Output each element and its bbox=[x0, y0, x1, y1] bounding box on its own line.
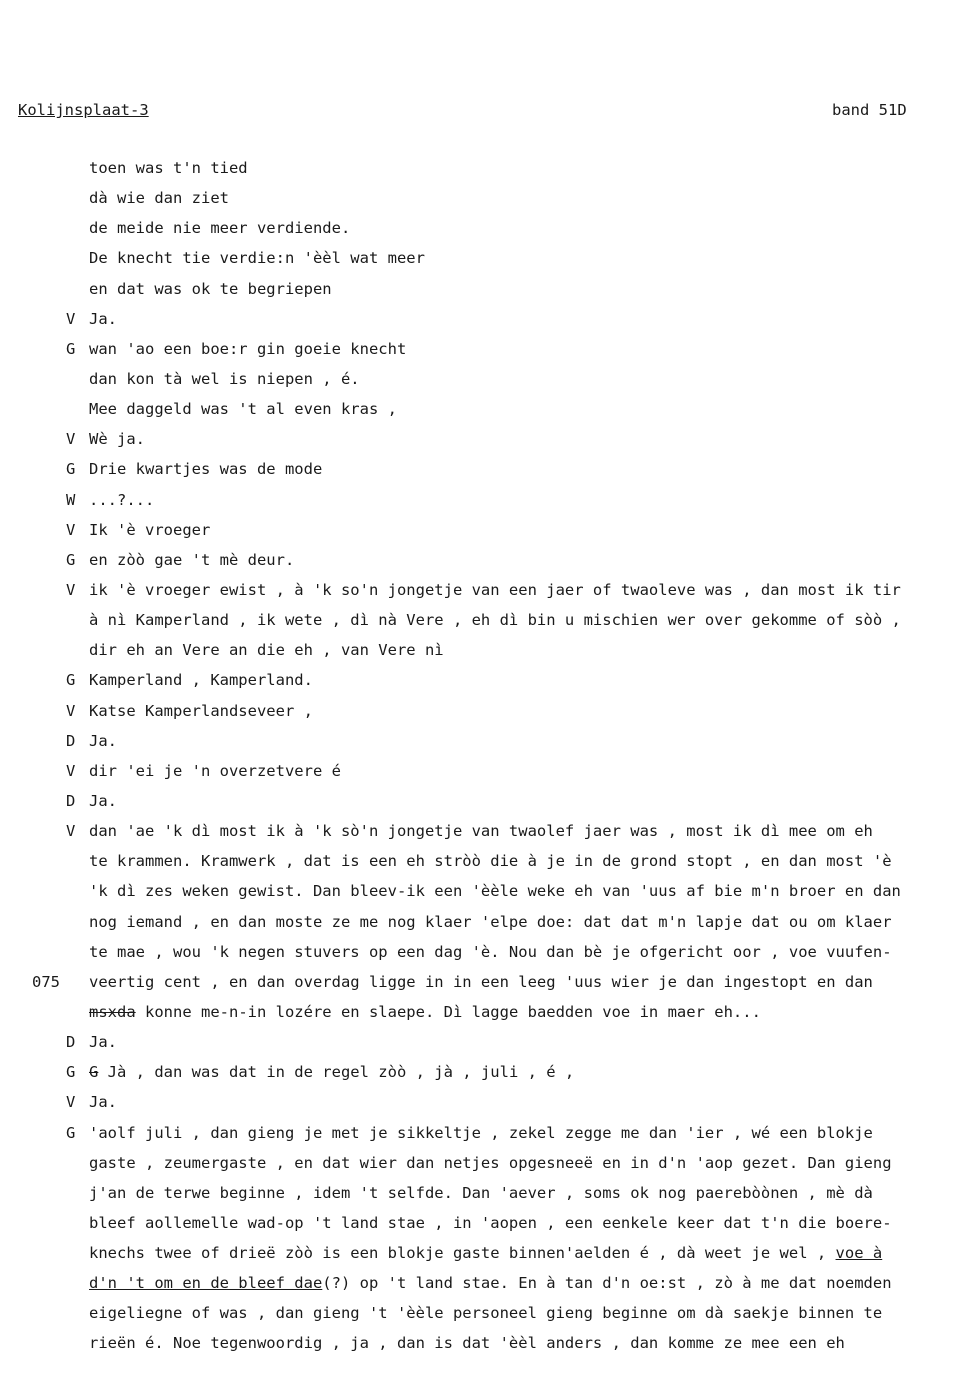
line-text: à nì Kamperland , ik wete , dì nà Vere , eh dì bin u mischien wer over gekomme of sòò , bbox=[89, 611, 901, 630]
transcript-line bbox=[0, 816, 979, 846]
transcript-line bbox=[0, 334, 979, 364]
transcript-line bbox=[0, 1148, 979, 1178]
line-text: dir 'ei je 'n overzetvere é bbox=[89, 761, 341, 780]
struck-text: msxda bbox=[89, 1002, 136, 1021]
speaker-label: G bbox=[66, 671, 76, 690]
speaker-label: V bbox=[66, 701, 76, 720]
line-text: gaste , zeumergaste , en dat wier dan netjes opgesneeë en in d'n 'aop gezet. Dan gieng bbox=[89, 1153, 892, 1172]
line-text: Ja. bbox=[89, 1093, 117, 1112]
transcript-line bbox=[0, 635, 979, 665]
transcript-line bbox=[0, 485, 979, 515]
line-text: Ja. bbox=[89, 791, 117, 810]
line-text: nog iemand , en dan moste ze me nog klaer 'elpe doe: dat dat m'n lapje dat ou om klaer bbox=[89, 912, 892, 931]
struck-text: G bbox=[89, 1063, 99, 1082]
line-text: 'k dì zes weken gewist. Dan bleev-ik een 'èèle weke eh van 'uus af bie m'n broer en dan bbox=[89, 882, 901, 901]
line-text: j'an de terwe beginne , idem 't selfde. Dan 'aever , soms ok nog paerebòònen , mè dà bbox=[89, 1183, 873, 1202]
transcript-line bbox=[0, 1238, 979, 1268]
transcript-line bbox=[0, 1208, 979, 1238]
line-text: rieën é. Noe tegenwoordig , ja , dan is dat 'èèl anders , dan komme ze mee een eh bbox=[89, 1334, 845, 1353]
transcript-line bbox=[0, 937, 979, 967]
line-text: Katse Kamperlandseveer , bbox=[89, 701, 313, 720]
transcript-line bbox=[0, 515, 979, 545]
speaker-label: G bbox=[66, 460, 76, 479]
transcript-line bbox=[0, 183, 979, 213]
line-text: knechs twee of drieë zòò is een blokje gaste binnen'aelden é , dà weet je wel , voe à bbox=[89, 1244, 883, 1263]
transcript-line bbox=[0, 424, 979, 454]
line-text: Mee daggeld was 't al even kras , bbox=[89, 400, 397, 419]
transcript-line bbox=[0, 756, 979, 786]
transcript-line bbox=[0, 243, 979, 273]
line-text: De knecht tie verdie:n 'èèl wat meer bbox=[89, 249, 425, 268]
line-text: en zòò gae 't mè deur. bbox=[89, 550, 295, 569]
transcript-line bbox=[0, 907, 979, 937]
line-text: Ik 'è vroeger bbox=[89, 520, 211, 539]
speaker-label: G bbox=[66, 1063, 76, 1082]
band-label: band 51D bbox=[832, 101, 907, 119]
line-text: Drie kwartjes was de mode bbox=[89, 460, 323, 479]
transcript-line bbox=[0, 454, 979, 484]
transcript-line bbox=[0, 696, 979, 726]
speaker-label: D bbox=[66, 731, 76, 750]
speaker-label: V bbox=[66, 761, 76, 780]
speaker-label: G bbox=[66, 550, 76, 569]
line-text: ...?... bbox=[89, 490, 155, 509]
line-text: Kamperland , Kamperland. bbox=[89, 671, 313, 690]
line-text: dà wie dan ziet bbox=[89, 189, 229, 208]
line-text: Ja. bbox=[89, 731, 117, 750]
line-text: toen was t'n tied bbox=[89, 159, 248, 177]
line-text: eigeliegne of was , dan gieng 't 'èèle personeel gieng beginne om dà saekje binnen te bbox=[89, 1304, 883, 1323]
transcript-line bbox=[0, 1178, 979, 1208]
underlined-text: voe à bbox=[835, 1244, 883, 1263]
transcript-line bbox=[0, 846, 979, 876]
line-text: Ja. bbox=[89, 1033, 117, 1052]
line-text: G Jà , dan was dat in de regel zòò , jà , juli , é , bbox=[89, 1063, 575, 1082]
transcript-line bbox=[0, 665, 979, 695]
transcript-line bbox=[0, 274, 979, 304]
transcript-line bbox=[0, 153, 979, 183]
speaker-label: G bbox=[66, 339, 76, 358]
transcript-line bbox=[0, 1118, 979, 1148]
line-text: bleef aollemelle wad-op 't land stae , in 'aopen , een eenkele keer dat t'n die boere- bbox=[89, 1213, 892, 1232]
speaker-label: V bbox=[66, 822, 76, 841]
transcript-line bbox=[0, 304, 979, 334]
transcript-line bbox=[0, 726, 979, 756]
speaker-label: W bbox=[66, 490, 76, 509]
line-text: te mae , wou 'k negen stuvers op een dag 'è. Nou dan bè je ofgericht oor , voe vuufen- bbox=[89, 942, 892, 961]
transcript-line bbox=[0, 876, 979, 906]
speaker-label: V bbox=[66, 430, 76, 449]
line-text: wan 'ao een boe:r gin goeie knecht bbox=[89, 339, 407, 358]
transcript-line bbox=[0, 1087, 979, 1117]
transcript-lines bbox=[0, 153, 979, 1359]
transcript-line bbox=[0, 545, 979, 575]
transcript-line bbox=[0, 575, 979, 605]
line-text: Ja. bbox=[89, 309, 117, 328]
transcript-line bbox=[0, 394, 979, 424]
speaker-label: V bbox=[66, 1093, 76, 1112]
line-text: 'aolf juli , dan gieng je met je sikkeltje , zekel zegge me dan 'ier , wé een blokje bbox=[89, 1123, 873, 1142]
speaker-label: V bbox=[66, 309, 76, 328]
speaker-label: G bbox=[66, 1123, 76, 1142]
underlined-text: d'n 't om en de bleef dae bbox=[89, 1274, 323, 1293]
transcript-line bbox=[0, 997, 979, 1027]
transcript-line bbox=[0, 1298, 979, 1328]
transcript-line bbox=[0, 1057, 979, 1087]
line-text: d'n 't om en de bleef dae(?) op 't land stae. En à tan d'n oe:st , zò à me dat noemden bbox=[89, 1274, 892, 1293]
line-text: dan 'ae 'k dì most ik à 'k sò'n jongetje van twaolef jaer was , most ik dì mee om eh bbox=[89, 822, 873, 841]
transcript-line bbox=[0, 605, 979, 635]
document-title: Kolijnsplaat-3 bbox=[18, 101, 149, 119]
transcript-line bbox=[0, 967, 979, 997]
line-text: de meide nie meer verdiende. bbox=[89, 219, 351, 238]
speaker-label: V bbox=[66, 580, 76, 599]
line-text: dir eh an Vere an die eh , van Vere nì bbox=[89, 641, 444, 660]
line-text: te krammen. Kramwerk , dat is een eh stròò die à je in de grond stopt , en dan most 'è bbox=[89, 852, 892, 871]
speaker-label: V bbox=[66, 520, 76, 539]
line-text: Wè ja. bbox=[89, 430, 145, 449]
speaker-label: D bbox=[66, 791, 76, 810]
transcript-line bbox=[0, 786, 979, 816]
transcript-line bbox=[0, 1268, 979, 1298]
transcript-line bbox=[0, 364, 979, 394]
transcript-line bbox=[0, 1027, 979, 1057]
line-text: msxda konne me-n-in lozére en slaepe. Dì lagge baedden voe in maer eh... bbox=[89, 1002, 761, 1021]
transcript-line bbox=[0, 1328, 979, 1358]
line-text: dan kon tà wel is niepen , é. bbox=[89, 369, 360, 388]
line-text: ik 'è vroeger ewist , à 'k so'n jongetje van een jaer of twaoleve was , dan most ik tir bbox=[89, 580, 901, 599]
line-text: en dat was ok te begriepen bbox=[89, 279, 332, 298]
margin-counter: 075 bbox=[32, 972, 60, 991]
transcript-line bbox=[0, 213, 979, 243]
speaker-label: D bbox=[66, 1033, 76, 1052]
line-text: veertig cent , en dan overdag ligge in in een leeg 'uus wier je dan ingestopt en dan bbox=[89, 972, 873, 991]
